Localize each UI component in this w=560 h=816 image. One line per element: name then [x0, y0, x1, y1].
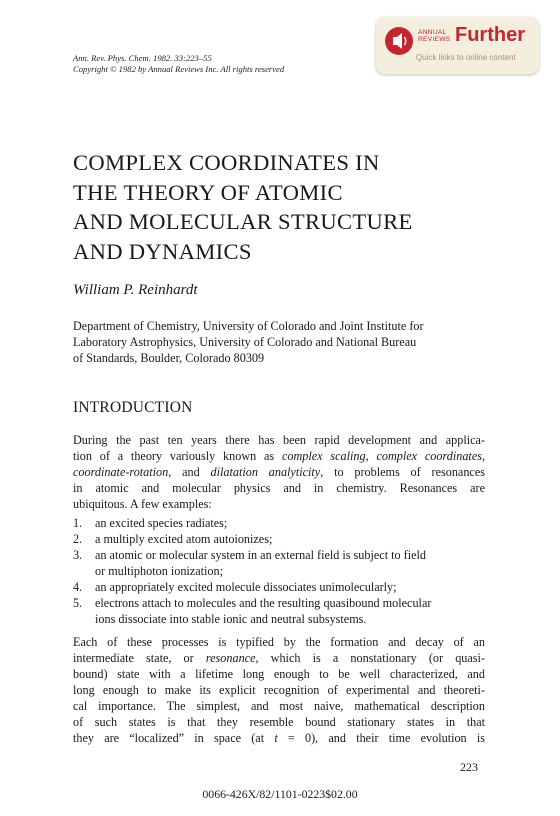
- text-run: = 0), and their time evolution is: [277, 731, 485, 745]
- list-number: 4.: [73, 580, 83, 594]
- badge-small-text: [418, 29, 451, 43]
- intro-paragraph-2: [73, 634, 485, 746]
- text-run: ,: [481, 449, 486, 463]
- list-item: [73, 579, 488, 595]
- list-item-text: electrons attach to molecules and the resulting quasibound molecular: [95, 596, 432, 610]
- term-complex-coordinates: complex coordinates: [376, 449, 482, 463]
- list-item: [73, 531, 488, 547]
- badge-small-line2: REVIEWS: [418, 36, 451, 43]
- annual-reviews-logo-icon: [385, 27, 413, 55]
- text-run: ,: [365, 449, 377, 463]
- text-run: , which is a nonstationary (or quasi-: [255, 651, 485, 665]
- list-number: 3.: [73, 548, 83, 562]
- title-line: THE THEORY OF ATOMIC: [73, 179, 343, 205]
- affiliation-line: of Standards, Boulder, Colorado 80309: [73, 351, 265, 365]
- affiliation-line: Department of Chemistry, University of Colorado and Joint Institute for: [73, 319, 424, 333]
- further-links-badge[interactable]: [376, 17, 539, 74]
- paragraph-line: in atomic and molecular physics and in chemistry. Resonances are: [73, 481, 485, 495]
- title-line: AND DYNAMICS: [73, 238, 252, 264]
- text-run: , and: [168, 465, 211, 479]
- term-coordinate-rotation: coordinate-rotation: [73, 465, 169, 479]
- list-item: [73, 547, 488, 579]
- page-number: 223: [460, 760, 478, 774]
- list-number: 1.: [73, 516, 83, 530]
- text-run: tion of a theory variously known as: [73, 449, 282, 463]
- list-item-text: a multiply excited atom autoionizes;: [95, 532, 273, 546]
- footer-code: 0066-426X/82/1101-0223$02.00: [202, 787, 358, 801]
- paragraph-line: [73, 650, 485, 666]
- affiliation: [73, 318, 488, 366]
- list-item-text: an appropriately excited molecule dissociates unimolecularly;: [95, 580, 397, 594]
- variable-t: t: [274, 731, 278, 745]
- paragraph-line: cal importance. The simplest, and most naive, mathematical description: [73, 699, 485, 713]
- text-run: , to problems of resonances: [320, 465, 485, 479]
- examples-list: [73, 515, 488, 627]
- paragraph-line: [73, 448, 485, 464]
- paragraph-line: [73, 464, 485, 480]
- affiliation-line: Laboratory Astrophysics, University of Colorado and National Bureau: [73, 335, 417, 349]
- badge-small-line1: ANNUAL: [418, 29, 447, 36]
- author-name: William P. Reinhardt: [73, 282, 198, 298]
- journal-header: [73, 53, 284, 75]
- list-item: [73, 595, 488, 627]
- list-item: [73, 515, 488, 531]
- intro-paragraph-1: [73, 432, 485, 512]
- paragraph-line: During the past ten years there has been rapid development and applica-: [73, 433, 485, 447]
- list-item-text: an atomic or molecular system in an external field is subject to field: [95, 548, 426, 562]
- paragraph-line: bound) state with a lifetime long enough to be well characterized, and: [73, 667, 485, 681]
- list-number: 2.: [73, 532, 83, 546]
- text-run: they are “localized” in space (at: [73, 731, 275, 745]
- section-heading: INTRODUCTION: [73, 399, 193, 416]
- title-line: AND MOLECULAR STRUCTURE: [73, 209, 413, 234]
- paragraph-line: [73, 730, 485, 746]
- text-run: intermediate state, or: [73, 651, 206, 665]
- title-line: COMPLEX COORDINATES IN: [73, 150, 380, 175]
- list-number: 5.: [73, 596, 83, 610]
- citation-line: Ann. Rev. Phys. Chem. 1982. 33:223–55: [73, 53, 212, 63]
- list-item-text: an excited species radiates;: [95, 516, 228, 530]
- term-resonance: resonance: [205, 651, 256, 665]
- term-complex-scaling: complex scaling: [281, 449, 366, 463]
- paragraph-line: long enough to make its explicit recognition of experimental and theoreti-: [73, 683, 485, 697]
- badge-subtitle: Quick links to online content: [416, 53, 516, 62]
- list-item-text: ions dissociate into stable ionic and neutral subsystems.: [95, 612, 367, 626]
- copyright-line: Copyright © 1982 by Annual Reviews Inc. All rights reserved: [73, 64, 285, 74]
- paragraph-line: of such states is that they resemble bound stationary states in that: [73, 715, 485, 729]
- paragraph-line: ubiquitous. A few examples:: [73, 497, 212, 511]
- list-item-text: or multiphoton ionization;: [95, 564, 223, 578]
- article-title: [73, 148, 413, 266]
- badge-further-label: Further: [455, 24, 525, 46]
- paragraph-line: Each of these processes is typified by the formation and decay of an: [73, 635, 485, 649]
- term-dilatation-analyticity: dilatation analyticity: [210, 465, 321, 479]
